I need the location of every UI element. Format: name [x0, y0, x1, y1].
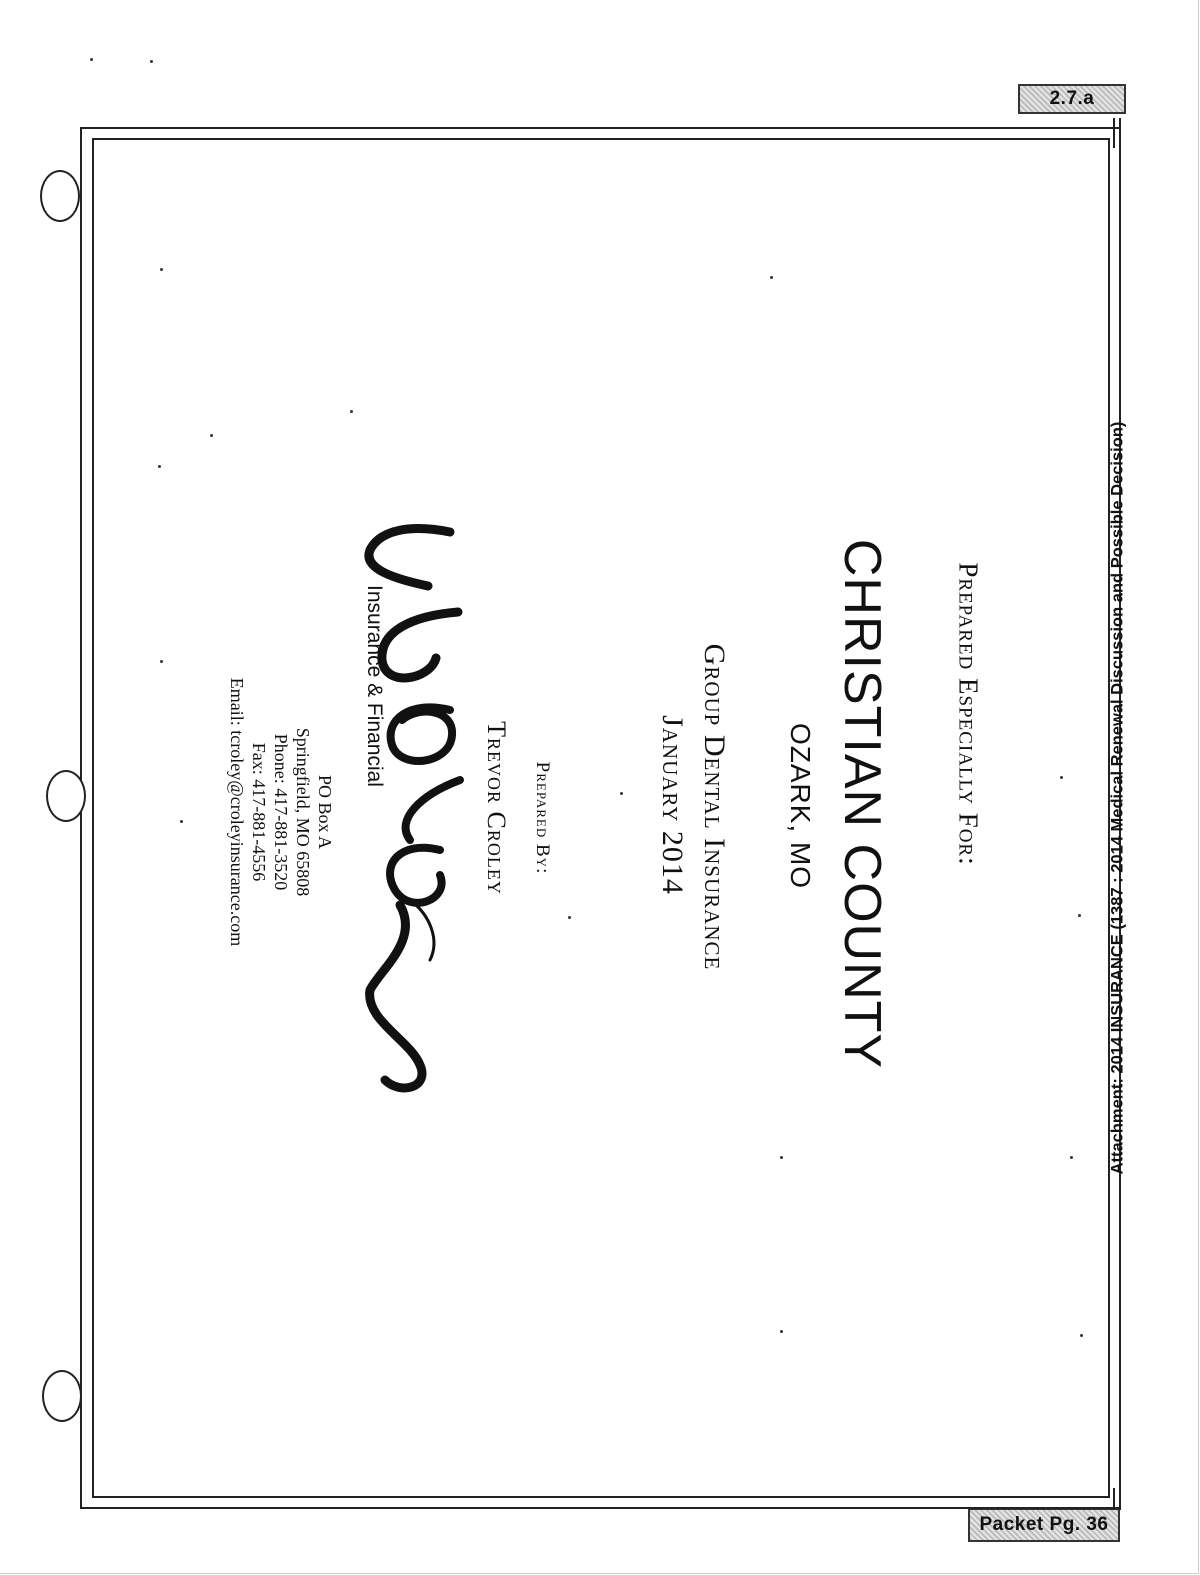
scan-speck — [568, 916, 571, 919]
scan-speck — [1060, 776, 1063, 779]
address-line-1: PO Box A — [314, 774, 335, 850]
fax-line: Fax: 417-881-4556 — [248, 742, 269, 882]
scan-speck — [780, 1330, 783, 1333]
item-number-stamp — [1018, 84, 1126, 114]
product-title: Group Dental Insurance — [698, 643, 731, 971]
prepared-by-label: Prepared By: — [532, 761, 553, 875]
client-location: OZARK, MO — [785, 722, 816, 890]
preparer-name: Trevor Croley — [482, 721, 511, 895]
phone-line: Phone: 417-881-3520 — [270, 733, 291, 891]
frame-rule — [1113, 118, 1115, 148]
firm-tagline: Insurance & Financial — [363, 585, 386, 787]
croley-logo — [340, 520, 480, 1100]
scan-speck — [210, 434, 213, 437]
scan-speck — [90, 58, 93, 61]
scan-speck — [1070, 1156, 1073, 1159]
document-date: January 2014 — [656, 715, 689, 895]
item-number-text: 2.7.a — [1049, 88, 1095, 109]
scan-speck — [780, 1156, 783, 1159]
scan-speck — [350, 410, 353, 413]
punch-hole — [40, 170, 80, 222]
scan-speck — [1078, 914, 1081, 917]
packet-page-stamp — [968, 1508, 1120, 1542]
client-name: CHRISTIAN COUNTY — [833, 538, 891, 1070]
email-line: Email: tcroley@croleyinsurance.com — [226, 677, 247, 947]
scan-speck — [180, 820, 183, 823]
packet-page-text: Packet Pg. 36 — [979, 1514, 1109, 1535]
address-line-2: Springfield, MO 65808 — [292, 727, 313, 897]
frame-rule — [1119, 1488, 1121, 1510]
prepared-for-label: Prepared Especially For: — [953, 562, 984, 866]
scan-speck — [150, 60, 153, 63]
scan-speck — [160, 268, 163, 271]
scan-speck — [620, 792, 623, 795]
scan-speck — [158, 465, 161, 468]
frame-rule — [1113, 1488, 1115, 1510]
punch-hole — [46, 770, 86, 822]
attachment-caption: Attachment: 2014 INSURANCE (1387 : 2014 Medical Renewal Discussion and Possible Decision) — [1108, 421, 1127, 1175]
punch-hole — [42, 1370, 82, 1422]
scan-speck — [770, 276, 773, 279]
scan-speck — [1080, 1334, 1083, 1337]
scan-speck — [160, 660, 163, 663]
frame-rule — [1119, 118, 1121, 148]
